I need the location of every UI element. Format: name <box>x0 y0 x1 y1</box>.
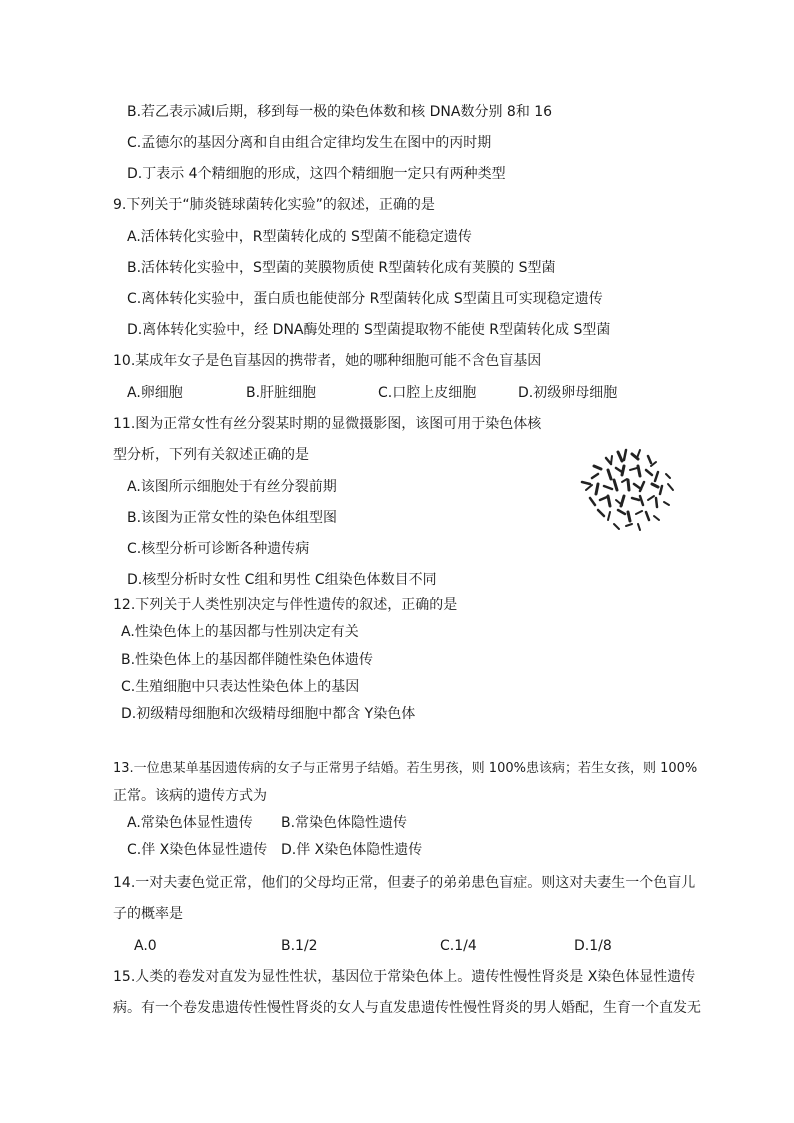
q12-stem: 12.下列关于人类性别决定与伴性遗传的叙述，正确的是 <box>113 597 458 613</box>
q13-option-d: D.伴 X染色体隐性遗传 <box>281 842 423 858</box>
q14-option-b: B.1/2 <box>281 938 318 954</box>
q13-option-b: B.常染色体隐性遗传 <box>281 815 408 831</box>
chromosome-micrograph <box>568 444 682 538</box>
q15-stem: 15.人类的卷发对直发为显性性状，基因位于常染色体上。遗传性慢性肾炎是 X染色体显性遗传 <box>113 969 696 985</box>
q13-stem-cont: 正常。该病的遗传方式为 <box>113 788 267 804</box>
q8-option-d: D.丁表示 4个精细胞的形成，这四个精细胞一定只有两种类型 <box>127 166 506 182</box>
q9-option-d: D.离体转化实验中，经 DNA酶处理的 S型菌提取物不能使 R型菌转化成 S型菌 <box>127 322 611 338</box>
q12-option-b: B.性染色体上的基因都伴随性染色体遗传 <box>121 652 374 668</box>
q14-option-a: A.0 <box>134 938 157 954</box>
q11-option-b: B.该图为正常女性的染色体组型图 <box>127 510 338 526</box>
q12-option-c: C.生殖细胞中只表达性染色体上的基因 <box>121 679 360 695</box>
q10-option-b: B.肝脏细胞 <box>246 385 317 401</box>
q15-stem-cont: 病。有一个卷发患遗传性慢性肾炎的女人与直发患遗传性慢性肾炎的男人婚配，生育一个直发无 <box>113 1000 701 1016</box>
q11-stem: 11.图为正常女性有丝分裂某时期的显微摄影图，该图可用于染色体核 <box>113 416 542 432</box>
q13-option-a: A.常染色体显性遗传 <box>127 815 253 831</box>
q9-option-c: C.离体转化实验中，蛋白质也能使部分 R型菌转化成 S型菌且可实现稳定遗传 <box>127 291 603 307</box>
q9-option-a: A.活体转化实验中，R型菌转化成的 S型菌不能稳定遗传 <box>127 229 472 245</box>
q12-option-a: A.性染色体上的基因都与性别决定有关 <box>121 624 359 640</box>
q12-option-d: D.初级精母细胞和次级精母细胞中都含 Y染色体 <box>121 706 416 722</box>
q11-option-d: D.核型分析时女性 C组和男性 C组染色体数目不同 <box>127 572 437 588</box>
q8-option-b: B.若乙表示减Ⅰ后期，移到每一极的染色体数和核 DNA数分别 8和 16 <box>127 104 553 120</box>
q11-stem-cont: 型分析，下列有关叙述正确的是 <box>113 447 309 463</box>
q8-option-c: C.孟德尔的基因分离和自由组合定律均发生在图中的丙时期 <box>127 135 492 151</box>
q14-stem-cont: 子的概率是 <box>113 906 183 922</box>
q10-option-c: C.口腔上皮细胞 <box>378 385 477 401</box>
q9-stem: 9.下列关于“肺炎链球菌转化实验”的叙述，正确的是 <box>113 197 435 213</box>
q10-option-a: A.卵细胞 <box>127 385 183 401</box>
q9-option-b: B.活体转化实验中，S型菌的荚膜物质使 R型菌转化成有荚膜的 S型菌 <box>127 260 556 276</box>
q11-option-a: A.该图所示细胞处于有丝分裂前期 <box>127 479 337 495</box>
q14-option-d: D.1/8 <box>574 938 612 954</box>
q13-stem: 13.一位患某单基因遗传病的女子与正常男子结婚。若生男孩，则 100%患该病；若生女孩，则 100% <box>113 761 698 776</box>
q13-option-c: C.伴 X染色体显性遗传 <box>127 842 268 858</box>
q10-stem: 10.某成年女子是色盲基因的携带者，她的哪种细胞可能不含色盲基因 <box>113 353 542 369</box>
q10-option-d: D.初级卵母细胞 <box>518 385 618 401</box>
q14-option-c: C.1/4 <box>440 938 477 954</box>
q14-stem: 14.一对夫妻色觉正常，他们的父母均正常，但妻子的弟弟患色盲症。则这对夫妻生一个色盲儿 <box>113 875 696 891</box>
q11-option-c: C.核型分析可诊断各种遗传病 <box>127 541 310 557</box>
